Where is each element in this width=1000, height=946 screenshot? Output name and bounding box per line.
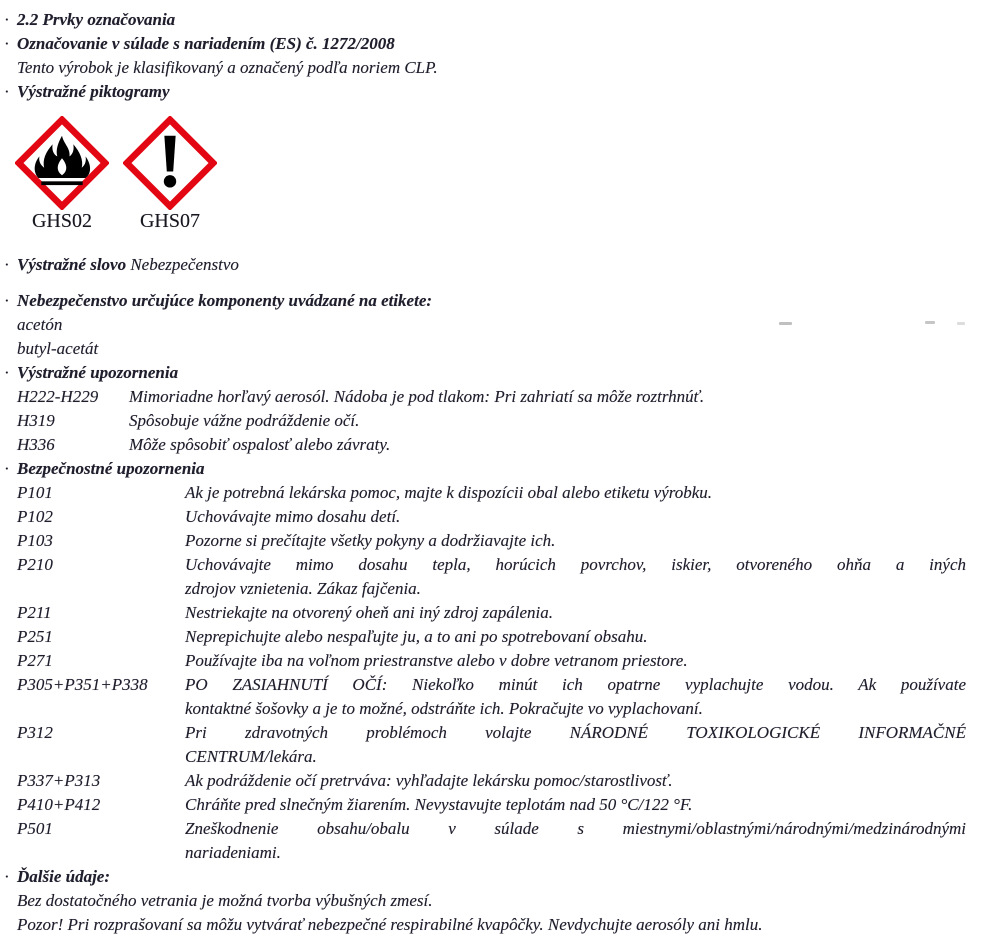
components-heading-line	[4, 289, 966, 313]
hazard-heading: Výstražné upozornenia	[17, 363, 179, 382]
precaution-code: P337+P313	[17, 771, 101, 790]
precaution-text: Chráňte pred slnečným žiarením. Nevystavujte teplotám nad 50 °C/122 °F.	[185, 795, 693, 814]
precaution-text: PO ZASIAHNUTÍ OČÍ: Niekoľko minút ich opatrne vyplachujte vodou. Ak používate kontaktné šošovky a je to možné, odstráňte ich. Pokračujte vo vyplachovaní.	[185, 675, 966, 718]
section-title-line	[4, 8, 966, 32]
precaution-text: Používajte iba na voľnom priestranstve alebo v dobre vetranom priestore.	[185, 651, 688, 670]
precaution-text: Zneškodnenie obsahu/obalu v súlade s miestnymi/oblastnými/národnými/medzinárodnými nariadeniami.	[185, 819, 966, 862]
hazard-statement-row	[17, 433, 966, 457]
hazard-code: H222-H229	[17, 387, 99, 406]
precaution-code: P312	[17, 723, 53, 742]
precaution-code: P251	[17, 627, 53, 646]
other-heading-line	[4, 865, 966, 889]
pictograms-heading-line	[4, 80, 966, 104]
precaution-row	[17, 769, 966, 793]
precaution-row	[17, 601, 966, 625]
precaution-code: P410+P412	[17, 795, 101, 814]
precaution-text: Nestriekajte na otvorený oheň ani iný zdroj zapálenia.	[185, 603, 553, 622]
components-heading: Nebezpečenstvo určujúce komponenty uvádzané na etikete:	[17, 291, 433, 310]
pictograms	[13, 116, 966, 232]
precaution-text: Pri zdravotných problémoch volajte NÁRODNÉ TOXIKOLOGICKÉ INFORMAČNÉ CENTRUM/lekára.	[185, 723, 966, 766]
bullet: ·	[4, 255, 10, 274]
other-note: Pozor! Pri rozprašovaní sa môžu vytvárať nebezpečné respirabilné kvapôčky. Nevdychujte aerosóly ani hmlu.	[17, 915, 763, 934]
precaution-row	[17, 817, 966, 865]
other-note: Bez dostatočného vetrania je možná tvorba výbušných zmesí.	[17, 891, 433, 910]
other-heading: Ďalšie údaje:	[17, 867, 111, 886]
hazard-statement-row	[17, 385, 966, 409]
precaution-code: P211	[17, 603, 52, 622]
bullet: ·	[4, 82, 10, 101]
section-title: 2.2 Prvky označovania	[17, 10, 176, 29]
hazard-text: Môže spôsobiť ospalosť alebo závraty.	[129, 435, 391, 454]
precaution-heading-line	[4, 457, 966, 481]
precaution-heading: Bezpečnostné upozornenia	[17, 459, 205, 478]
precaution-code: P271	[17, 651, 53, 670]
precaution-row	[17, 625, 966, 649]
precaution-text: Ak je potrebná lekárska pomoc, majte k dispozícii obal alebo etiketu výrobku.	[185, 483, 713, 502]
bullet: ·	[4, 291, 10, 310]
pictogram-ghs07	[121, 116, 219, 232]
pictograms-heading: Výstražné piktogramy	[17, 82, 170, 101]
hazard-text: Mimoriadne horľavý aerosól. Nádoba je pod tlakom: Pri zahriatí sa môže roztrhnúť.	[129, 387, 705, 406]
pictogram-code-ghs02: GHS02	[31, 210, 92, 232]
precaution-row	[17, 481, 966, 505]
precaution-text: Uchovávajte mimo dosahu tepla, horúcich povrchov, iskier, otvoreného ohňa a iných zdrojov vznietenia. Zákaz fajčenia.	[185, 555, 966, 598]
hazard-code: H336	[17, 435, 55, 454]
precaution-row	[17, 505, 966, 529]
bullet: ·	[4, 867, 10, 886]
precaution-text: Neprepichujte alebo nespaľujte ju, a to ani po spotrebovaní obsahu.	[185, 627, 648, 646]
pictogram-ghs02	[13, 116, 111, 232]
precaution-code: P102	[17, 507, 53, 526]
precaution-text: Pozorne si prečítajte všetky pokyny a dodržiavajte ich.	[185, 531, 556, 550]
signal-word-label: Výstražné slovo	[17, 255, 127, 274]
precaution-code: P101	[17, 483, 53, 502]
component-item: acetón	[17, 315, 63, 334]
labeling-heading-line	[4, 32, 966, 56]
precaution-row	[17, 721, 966, 769]
bullet: ·	[4, 10, 10, 29]
signal-word-line	[4, 253, 966, 277]
precaution-text: Ak podráždenie očí pretrváva: vyhľadajte lekársku pomoc/starostlivosť.	[185, 771, 673, 790]
precaution-code: P501	[17, 819, 53, 838]
scan-artifact	[779, 322, 792, 325]
pictogram-code-ghs07: GHS07	[139, 210, 200, 232]
component-item: butyl-acetát	[17, 339, 99, 358]
hazard-code: H319	[17, 411, 55, 430]
bullet: ·	[4, 363, 10, 382]
precaution-row	[17, 793, 966, 817]
exclamation-icon	[123, 116, 217, 210]
hazard-text: Spôsobuje vážne podráždenie očí.	[129, 411, 360, 430]
precaution-row	[17, 529, 966, 553]
flame-icon	[15, 116, 109, 210]
precaution-row	[17, 649, 966, 673]
precaution-text: Uchovávajte mimo dosahu detí.	[185, 507, 401, 526]
precaution-code: P305+P351+P338	[17, 675, 148, 694]
scan-artifact	[925, 321, 935, 324]
signal-word: Nebezpečenstvo	[130, 255, 239, 274]
precaution-code: P103	[17, 531, 53, 550]
precaution-code: P210	[17, 555, 53, 574]
precaution-row	[17, 553, 966, 601]
hazard-heading-line	[4, 361, 966, 385]
precaution-row	[17, 673, 966, 721]
scan-artifact	[957, 322, 965, 325]
labeling-note: Tento výrobok je klasifikovaný a označený podľa noriem CLP.	[17, 58, 438, 77]
hazard-statement-row	[17, 409, 966, 433]
bullet: ·	[4, 34, 10, 53]
labeling-heading: Označovanie v súlade s nariadením (ES) č. 1272/2008	[17, 34, 395, 53]
bullet: ·	[4, 459, 10, 478]
